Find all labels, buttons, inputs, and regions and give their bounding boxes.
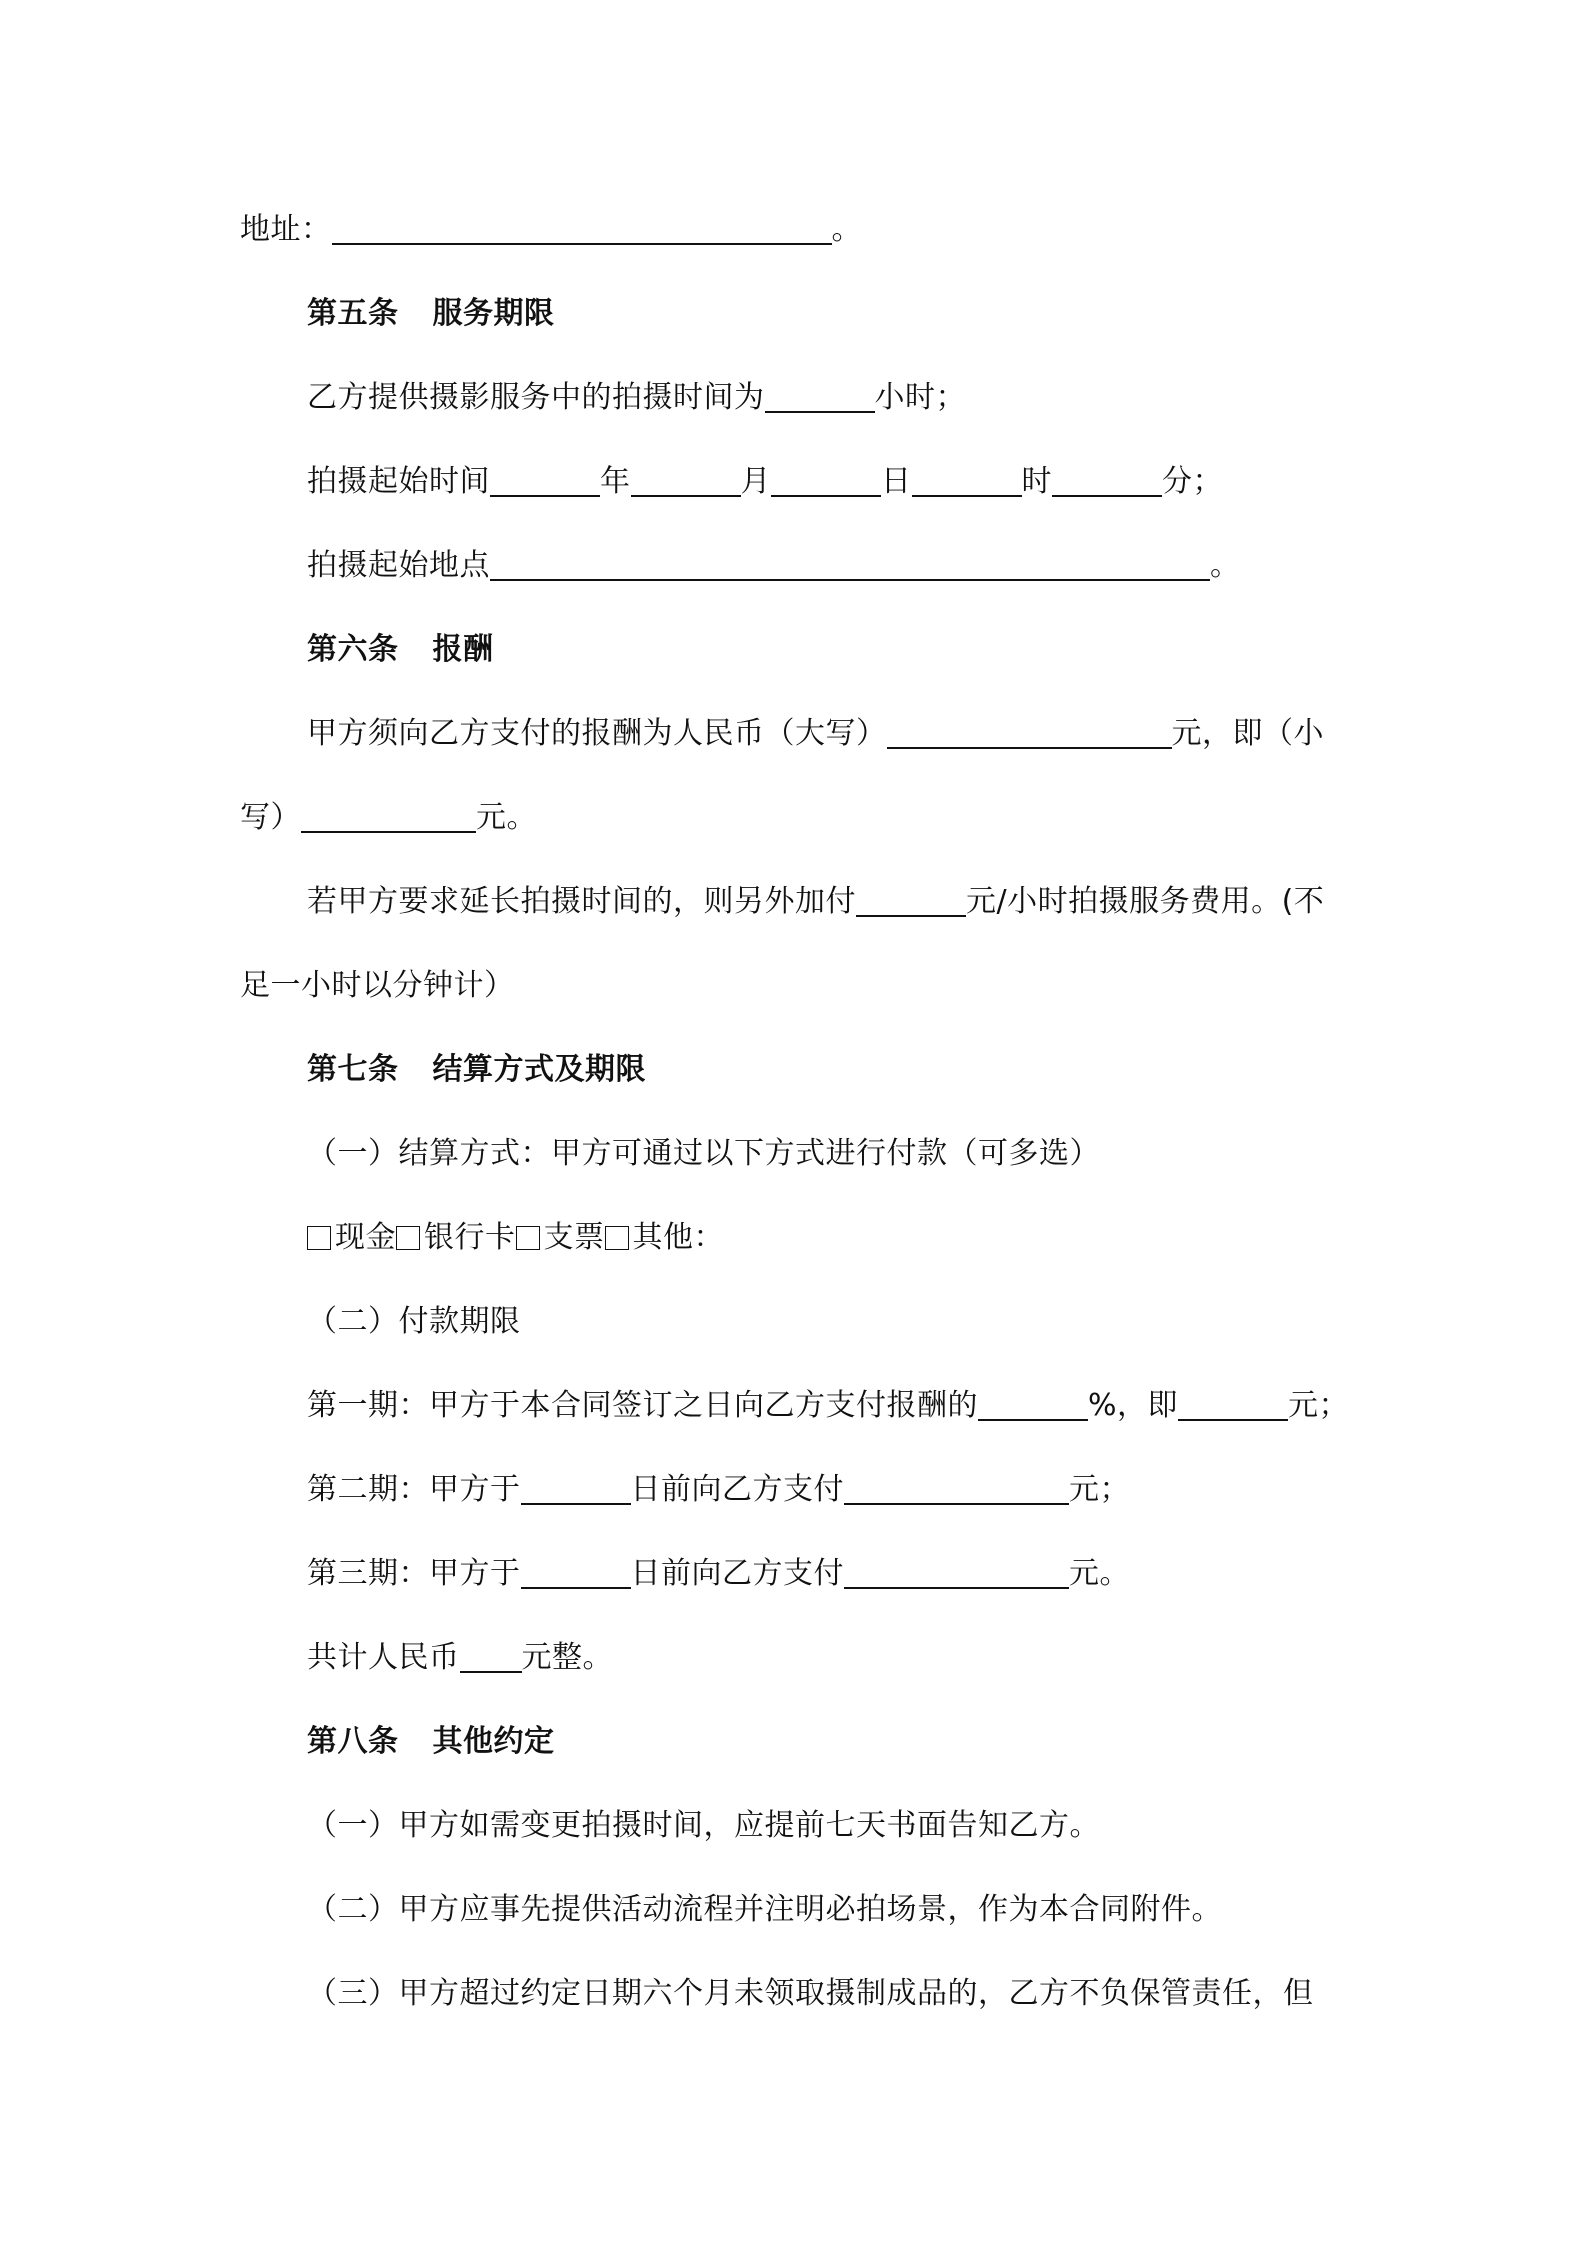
- phase-3-amount-blank[interactable]: [844, 1557, 1069, 1589]
- shoot-duration-unit: 小时；: [874, 380, 966, 415]
- phase-1-amount-blank[interactable]: [1178, 1389, 1288, 1421]
- article-7-number: 第七条: [307, 1052, 399, 1087]
- start-place-blank[interactable]: [490, 549, 1210, 581]
- phase-3-mid: 日前向乙方支付: [630, 1556, 844, 1591]
- shoot-duration-text: 乙方提供摄影服务中的拍摄时间为: [307, 380, 765, 415]
- total-line: [307, 1636, 613, 1680]
- payment-lowercase-blank[interactable]: [301, 801, 476, 833]
- payment-amount-line: [307, 712, 1324, 756]
- payment-lowercase-label: 写）: [240, 800, 301, 835]
- article-7-title: 结算方式及期限: [432, 1052, 646, 1087]
- payment-term-heading: [307, 1300, 521, 1344]
- payment-method-text: （一）结算方式：甲方可通过以下方式进行付款（可多选）: [307, 1136, 1100, 1171]
- day-blank[interactable]: [771, 465, 881, 497]
- minute-blank[interactable]: [1052, 465, 1162, 497]
- extension-fee-text: 若甲方要求延长拍摄时间的，则另外加付: [307, 884, 856, 919]
- phase-2-amount-blank[interactable]: [844, 1473, 1069, 1505]
- payment-amount-unit: 元，即（小: [1171, 716, 1324, 751]
- cheque-checkbox[interactable]: [516, 1226, 540, 1250]
- start-time-label: 拍摄起始时间: [307, 464, 490, 499]
- phase-3-unit: 元。: [1069, 1556, 1130, 1591]
- extension-fee-line: [307, 880, 1324, 924]
- address-end: 。: [831, 212, 862, 247]
- shoot-duration-blank[interactable]: [765, 381, 875, 413]
- phase-1-line: [307, 1384, 1349, 1428]
- other-label: 其他：: [632, 1220, 724, 1255]
- phase-3-text: 第三期：甲方于: [307, 1556, 521, 1591]
- other-item-2-text: （二）甲方应事先提供活动流程并注明必拍场景，作为本合同附件。: [307, 1892, 1222, 1927]
- article-6-title: 报酬: [432, 632, 494, 667]
- phase-1-percent-unit: %，即: [1088, 1388, 1179, 1423]
- article-8-number: 第八条: [307, 1724, 399, 1759]
- payment-uppercase-blank[interactable]: [887, 717, 1172, 749]
- start-place-line: [307, 544, 1241, 588]
- payment-amount-text: 甲方须向乙方支付的报酬为人民币（大写）: [307, 716, 887, 751]
- payment-term-text: （二）付款期限: [307, 1304, 521, 1339]
- shoot-duration-line: [307, 376, 966, 420]
- address-label: 地址：: [240, 212, 332, 247]
- other-item-3: [307, 1972, 1314, 2016]
- cash-label: 现金: [335, 1220, 396, 1255]
- phase-1-percent-blank[interactable]: [978, 1389, 1088, 1421]
- start-place-end: 。: [1210, 548, 1241, 583]
- phase-2-line: [307, 1468, 1130, 1512]
- article-6-number: 第六条: [307, 632, 399, 667]
- phase-3-line: [307, 1552, 1130, 1596]
- phase-3-date-blank[interactable]: [521, 1557, 631, 1589]
- bank-card-label: 银行卡: [424, 1220, 516, 1255]
- article-8-heading: [307, 1720, 555, 1764]
- payment-method-line: [307, 1132, 1100, 1176]
- extension-note: 足一小时以分钟计）: [240, 968, 515, 1003]
- payment-lowercase-unit: 元。: [476, 800, 537, 835]
- month-blank[interactable]: [631, 465, 741, 497]
- bank-card-checkbox[interactable]: [396, 1226, 420, 1250]
- cheque-label: 支票: [543, 1220, 605, 1255]
- payment-options-line: [307, 1216, 724, 1260]
- start-place-label: 拍摄起始地点: [307, 548, 490, 583]
- article-7-heading: [307, 1048, 646, 1092]
- article-5-number: 第五条: [307, 296, 399, 331]
- payment-lowercase-line: [240, 796, 537, 840]
- extension-note-line: [240, 964, 515, 1008]
- month-unit: 月: [740, 464, 771, 499]
- day-unit: 日: [881, 464, 912, 499]
- phase-2-text: 第二期：甲方于: [307, 1472, 521, 1507]
- address-line: [240, 208, 862, 252]
- hour-unit: 时: [1021, 464, 1052, 499]
- year-unit: 年: [600, 464, 631, 499]
- other-item-2: [307, 1888, 1222, 1932]
- article-5-title: 服务期限: [432, 296, 555, 331]
- address-blank[interactable]: [332, 213, 832, 245]
- extension-fee-unit: 元/小时拍摄服务费用。(不: [966, 884, 1325, 919]
- phase-2-date-blank[interactable]: [521, 1473, 631, 1505]
- phase-1-amount-unit: 元；: [1288, 1388, 1350, 1423]
- extension-fee-blank[interactable]: [856, 885, 966, 917]
- article-6-heading: [307, 628, 494, 672]
- other-item-3-text: （三）甲方超过约定日期六个月未领取摄制成品的，乙方不负保管责任，但: [307, 1976, 1314, 2011]
- phase-2-mid: 日前向乙方支付: [630, 1472, 844, 1507]
- other-checkbox[interactable]: [605, 1226, 629, 1250]
- phase-1-text: 第一期：甲方于本合同签订之日向乙方支付报酬的: [307, 1388, 978, 1423]
- start-time-line: [307, 460, 1223, 504]
- other-item-1-text: （一）甲方如需变更拍摄时间，应提前七天书面告知乙方。: [307, 1808, 1100, 1843]
- cash-checkbox[interactable]: [307, 1226, 331, 1250]
- article-5-heading: [307, 292, 555, 336]
- article-8-title: 其他约定: [432, 1724, 555, 1759]
- total-unit: 元整。: [521, 1640, 613, 1675]
- phase-2-unit: 元；: [1069, 1472, 1130, 1507]
- minute-unit: 分；: [1162, 464, 1223, 499]
- hour-blank[interactable]: [912, 465, 1022, 497]
- year-blank[interactable]: [490, 465, 600, 497]
- total-text: 共计人民币: [307, 1640, 460, 1675]
- total-amount-blank[interactable]: [460, 1641, 522, 1673]
- other-item-1: [307, 1804, 1100, 1848]
